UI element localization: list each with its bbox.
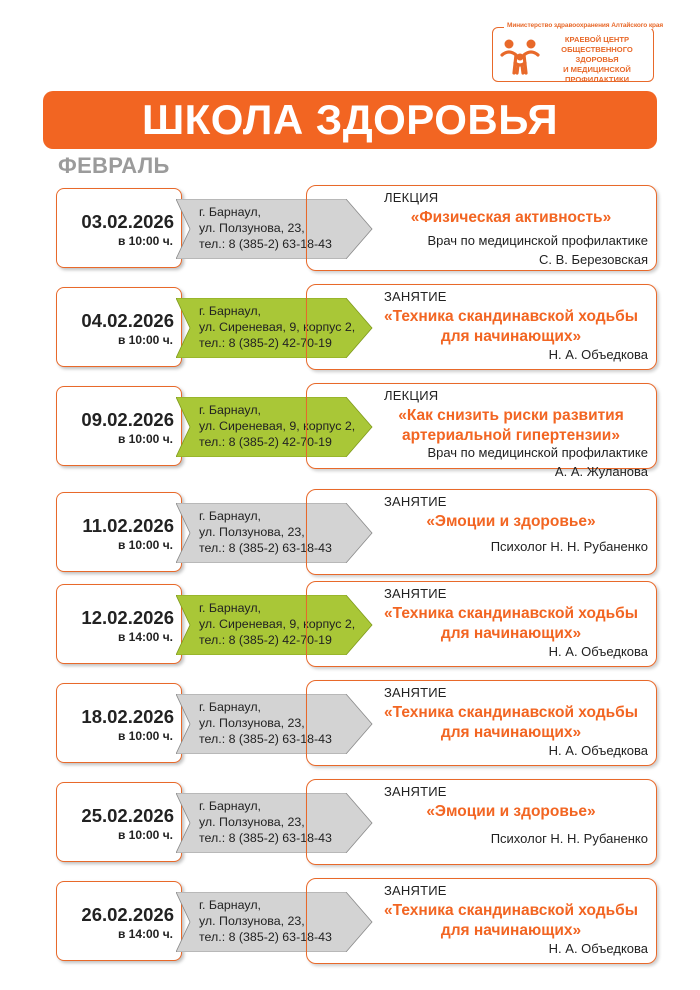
event-time: в 10:00 ч. [117,333,173,347]
event-date: 03.02.2026 [81,211,174,232]
event-time: в 10:00 ч. [117,432,173,446]
address-phone: тел.: 8 (385-2) 63-18-43 [199,930,332,944]
event-type: ЛЕКЦИЯ [384,190,439,205]
address-phone: тел.: 8 (385-2) 63-18-43 [199,541,332,555]
event-type: ЗАНЯТИЕ [384,685,447,700]
address-street: ул. Ползунова, 23, [199,525,305,539]
schedule-row [0,185,700,271]
event-time: в 10:00 ч. [117,828,173,842]
event-speaker [368,642,648,661]
logo-line: ОБЩЕСТВЕННОГО ЗДОРОВЬЯ [561,45,633,64]
address-street: ул. Сиреневая, 9, корпус 2, [199,617,356,631]
event-title: «Техника скандинавской ходьбы для начинающих» [384,308,638,345]
event-time: в 10:00 ч. [117,538,173,552]
event-title: «Как снизить риски развития артериальной гипертензии» [398,407,624,444]
schedule-row [0,581,700,667]
address-street: ул. Ползунова, 23, [199,221,305,235]
event-type: ЗАНЯТИЕ [384,784,447,799]
schedule-row [0,489,700,575]
event-date: 09.02.2026 [81,409,174,430]
speaker-line: Психолог Н. Н. Рубаненко [490,539,648,554]
month-heading: ФЕВРАЛЬ [58,153,170,178]
speaker-line: Н. А. Объедкова [548,941,648,956]
speaker-line: Врач по медицинской профилактике [427,445,648,460]
address-city: г. Барнаул, [199,700,261,714]
address-city: г. Барнаул, [199,403,261,417]
event-time: в 10:00 ч. [117,729,173,743]
event-date: 18.02.2026 [81,706,174,727]
schedule-row [0,383,700,479]
event-title: «Физическая активность» [410,209,612,226]
address-phone: тел.: 8 (385-2) 63-18-43 [199,732,332,746]
event-date: 11.02.2026 [82,515,174,536]
event-date: 04.02.2026 [81,310,174,331]
logo-line: ПРОФИЛАКТИКИ [564,75,630,84]
logo-ministry-text: Министерство здравоохранения Алтайского края [504,22,670,29]
event-time: в 14:00 ч. [117,630,173,644]
address-city: г. Барнаул, [199,898,261,912]
address-street: ул. Ползунова, 23, [199,716,305,730]
speaker-line: Врач по медицинской профилактике [427,233,648,248]
schedule-row [0,779,700,865]
speaker-line: Н. А. Объедкова [548,644,648,659]
speaker-line: С. В. Березовская [539,252,648,267]
event-speaker [368,231,648,269]
event-time: в 10:00 ч. [117,234,173,248]
event-title: «Техника скандинавской ходьбы для начинающих» [384,902,638,939]
event-type: ЗАНЯТИЕ [384,883,447,898]
event-time: в 14:00 ч. [117,927,173,941]
address-phone: тел.: 8 (385-2) 63-18-43 [199,831,332,845]
event-date: 12.02.2026 [81,607,174,628]
address-city: г. Барнаул, [199,509,261,523]
logo-line: И МЕДИЦИНСКОЙ [563,65,631,74]
address-street: ул. Сиреневая, 9, корпус 2, [199,419,356,433]
event-speaker [368,537,648,556]
event-title: «Эмоции и здоровье» [426,803,596,820]
event-type: ЛЕКЦИЯ [384,388,439,403]
address-city: г. Барнаул, [199,304,261,318]
address-phone: тел.: 8 (385-2) 42-70-19 [199,336,332,350]
speaker-line: Н. А. Объедкова [548,347,648,362]
address-phone: тел.: 8 (385-2) 42-70-19 [199,633,332,647]
address-phone: тел.: 8 (385-2) 42-70-19 [199,435,332,449]
event-speaker [368,345,648,364]
event-type: ЗАНЯТИЕ [384,289,447,304]
event-date: 25.02.2026 [81,805,174,826]
event-speaker [368,939,648,958]
schedule-row [0,284,700,370]
event-card [306,779,657,865]
logo-line: КРАЕВОЙ ЦЕНТР [564,35,630,44]
event-card [306,489,657,575]
address-street: ул. Ползунова, 23, [199,914,305,928]
page-title: ШКОЛА ЗДОРОВЬЯ [43,91,657,149]
event-date: 26.02.2026 [81,904,174,925]
event-type: ЗАНЯТИЕ [384,586,447,601]
event-speaker [368,829,648,848]
speaker-line: Н. А. Объедкова [548,743,648,758]
address-city: г. Барнаул, [199,205,261,219]
family-icon [498,35,542,77]
address-city: г. Барнаул, [199,799,261,813]
event-title: «Техника скандинавской ходьбы для начинающих» [384,605,638,642]
address-phone: тел.: 8 (385-2) 63-18-43 [199,237,332,251]
event-speaker [368,741,648,760]
address-city: г. Барнаул, [199,601,261,615]
event-type: ЗАНЯТИЕ [384,494,447,509]
address-street: ул. Ползунова, 23, [199,815,305,829]
logo-org-name [540,35,654,85]
event-title: «Эмоции и здоровье» [426,513,596,530]
speaker-line: Психолог Н. Н. Рубаненко [490,831,648,846]
schedule-row [0,878,700,964]
address-street: ул. Сиреневая, 9, корпус 2, [199,320,356,334]
schedule-row [0,680,700,766]
event-speaker [368,443,648,481]
event-title: «Техника скандинавской ходьбы для начинающих» [384,704,638,741]
speaker-line: А. А. Жуланова [554,464,648,479]
